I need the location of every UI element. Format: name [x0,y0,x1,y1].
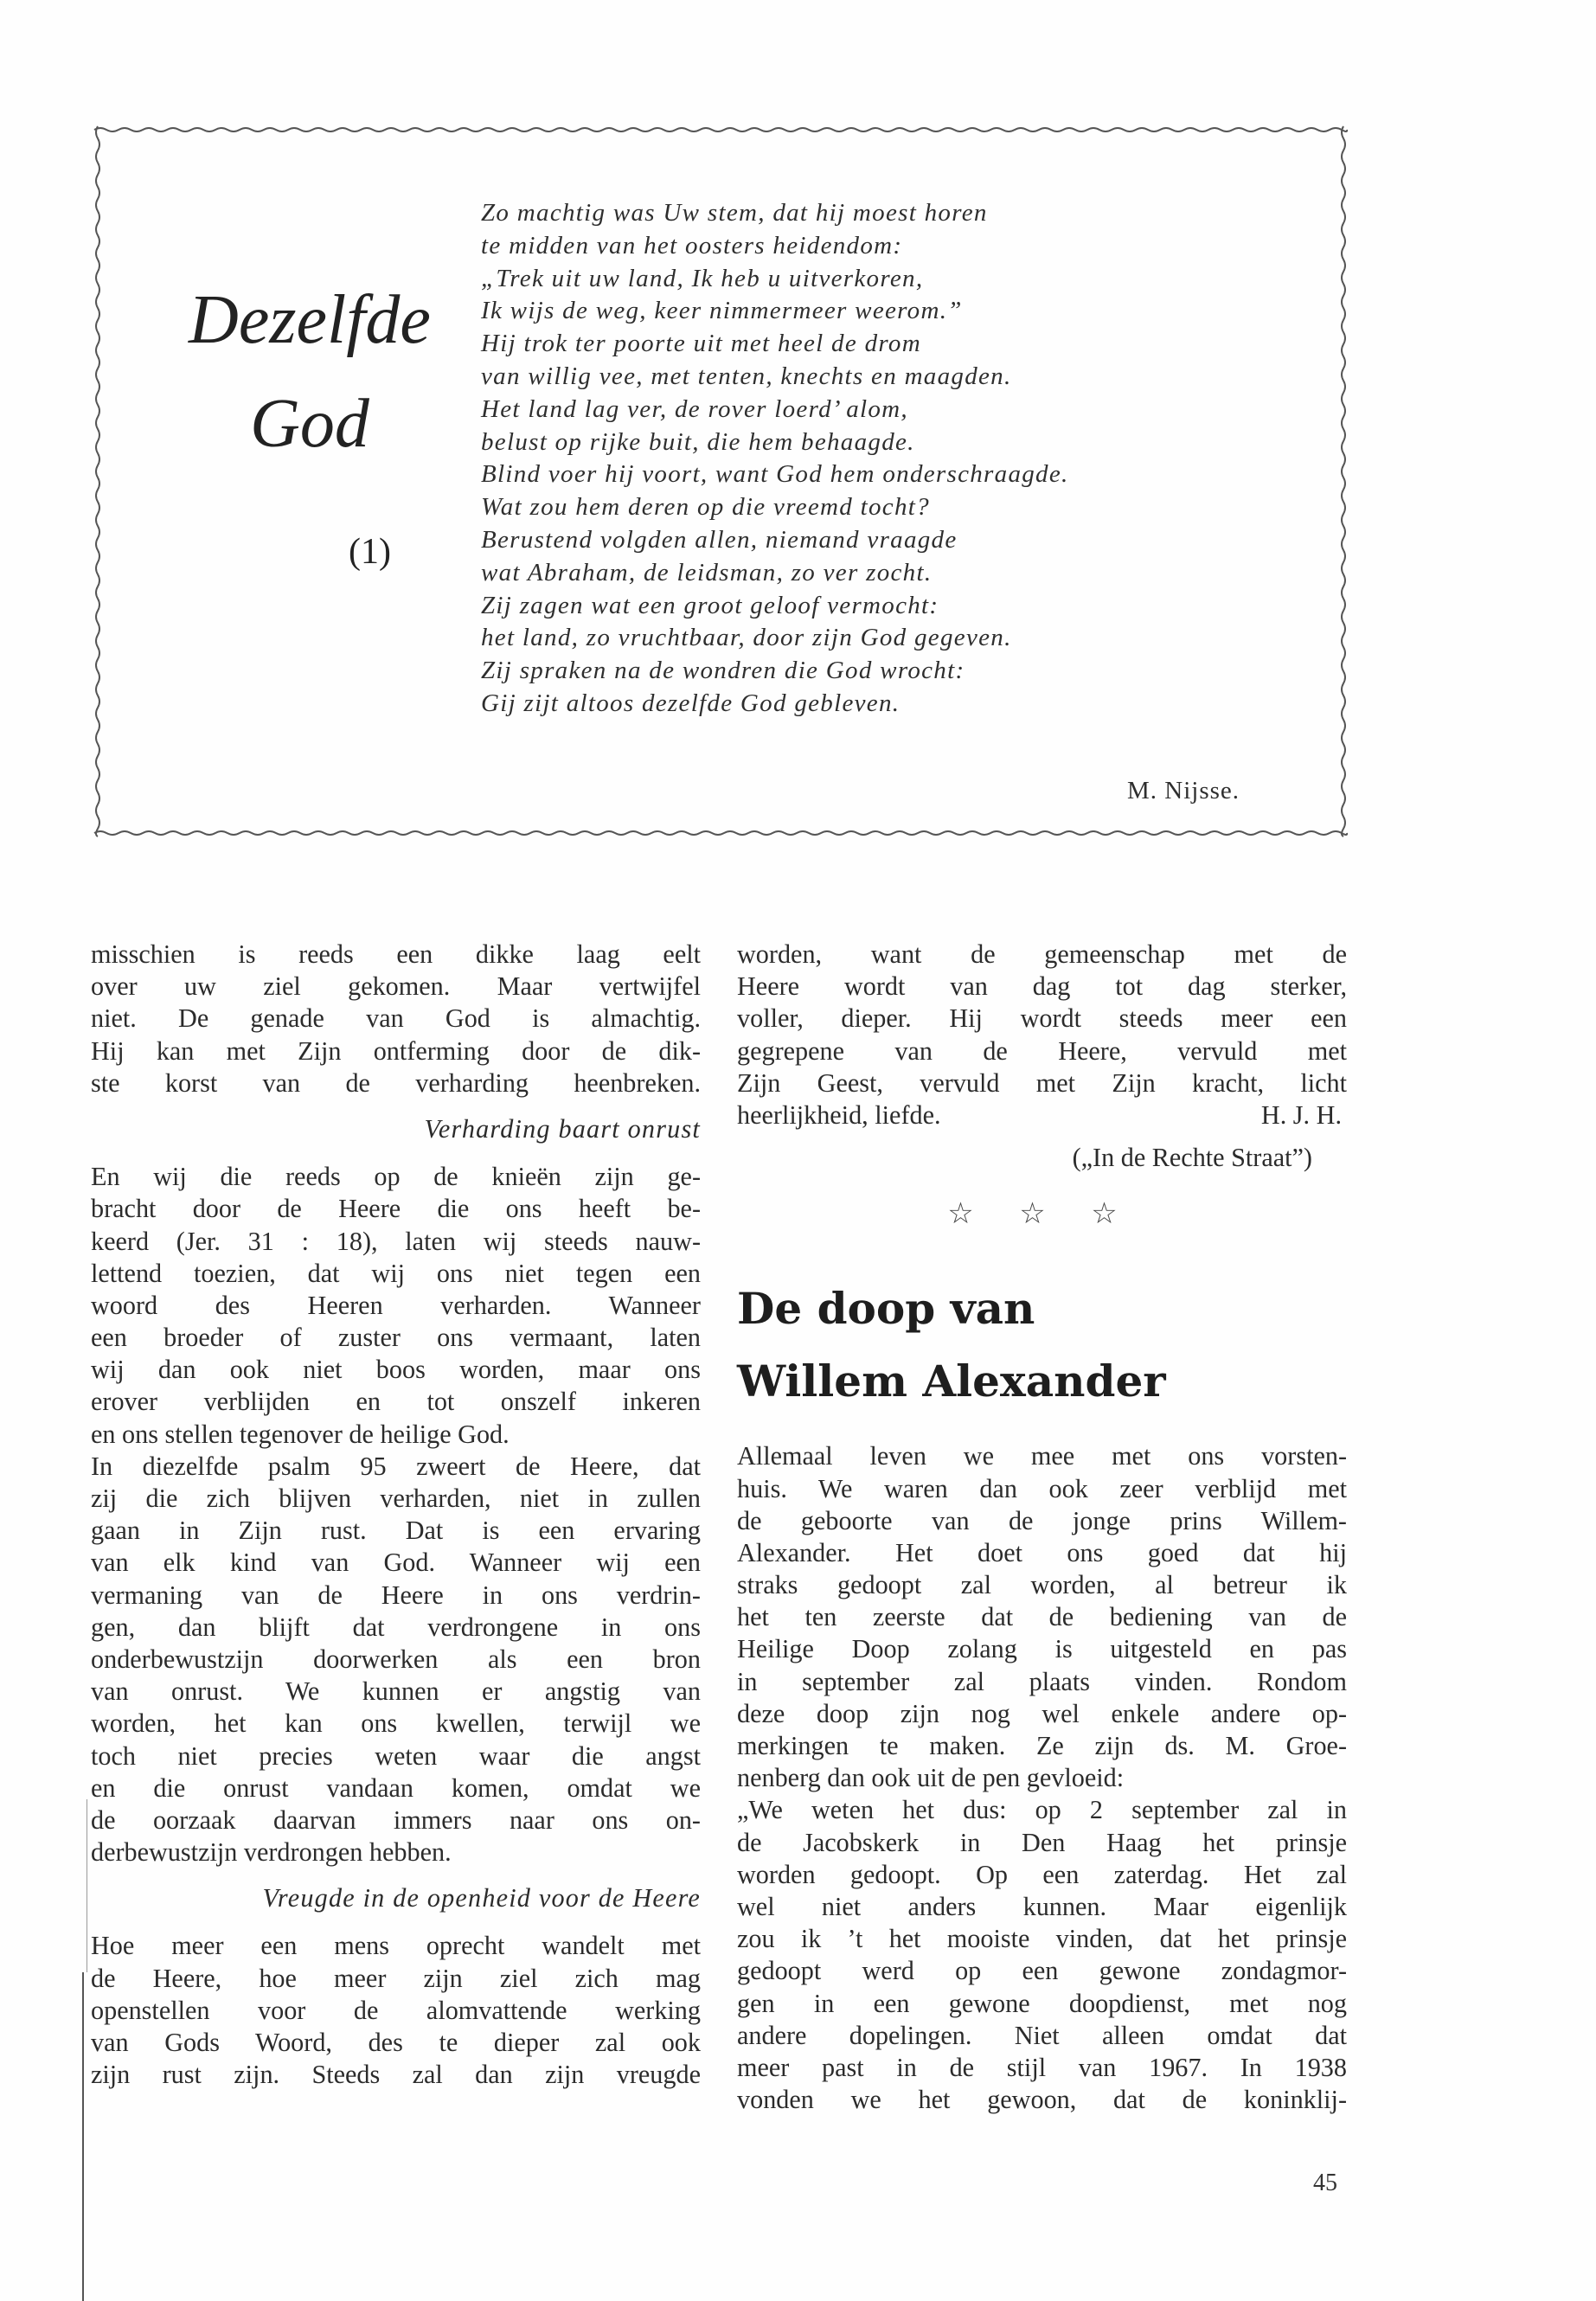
text-line: over uw ziel gekomen. Maar vertwijfel [91,971,701,1002]
text-line: wel niet anders kunnen. Maar eigenlijk [737,1891,1347,1921]
left-column [91,939,701,2091]
poem-number: (1) [349,532,391,572]
text-line: huis. We waren dan ook zeer verblijd met [737,1473,1347,1503]
poem-title-line1: Dezelfde [189,282,431,358]
poem-line: Ik wijs de weg, keer nimmermeer weerom.” [481,297,963,325]
poem-line: Zij zagen wat een groot geloof vermocht: [481,591,939,619]
poem-line: belust op rijke buit, die hem behaagde. [481,427,915,456]
text-line: Hoe meer een mens oprecht wandelt met [91,1931,701,1961]
text-line: vonden we het gewoon, dat de koninklij- [737,2085,1347,2115]
text-line: straks gedoopt zal worden, al betreur ik [737,1570,1347,1600]
text-line: Hij kan met Zijn ontferming door de dik- [91,1035,701,1066]
poem-line: van willig vee, met tenten, knechts en maagden. [481,362,1012,390]
text-line: een broeder of zuster ons vermaant, laten [91,1323,701,1353]
article-title [737,1272,1347,1418]
poem-lines [481,197,1346,721]
text-line: openstellen voor de alomvattende werking [91,1995,701,2025]
text-line: van elk kind van God. Wanneer wij een [91,1548,701,1578]
text-line: en die onrust vandaan komen, omdat we [91,1772,701,1803]
article-title-line1: De doop van [737,1283,1035,1335]
text-line: in september zal plaats vinden. Rondom [737,1666,1347,1696]
text-line: lettend toezien, dat wij ons niet tegen een [91,1258,701,1288]
signature-line [737,1099,1347,1131]
text-line: van Gods Woord, des te dieper zal ook [91,2028,701,2057]
text-line: de Heere, hoe meer zijn ziel zich mag [91,1963,701,1993]
text-line: heerlijkheid, liefde. [737,1099,941,1130]
text-line: andere dopelingen. Niet alleen omdat dat [737,2020,1347,2050]
text-line: worden, want de gemeenschap met de [737,939,1347,969]
text-line: gen, dan blijft dat verdrongene in ons [91,1612,701,1642]
poem-box [89,121,1352,842]
text-line: keerd (Jer. 31 : 18), laten wij steeds nauw- [91,1226,701,1256]
text-line: En wij die reeds op de knieën zijn ge- [91,1162,701,1192]
text-line: gen in een gewone doopdienst, met nog [737,1988,1347,2018]
poem-line: Zij spraken na de wondren die God wrocht: [481,657,965,685]
article-title-line2: Willem Alexander [737,1356,1166,1407]
text-line: Heilige Doop zolang is uitgesteld en pas [737,1634,1347,1664]
text-line: zou ik ’t het mooiste vinden, dat het prinsje [737,1924,1347,1954]
page-number: 45 [1313,2170,1337,2196]
text-line: de Jacobskerk in Den Haag het prinsje [737,1827,1347,1857]
poem-line: het land, zo vruchtbaar, door zijn God gegeven. [481,624,1012,652]
text-line: gegrepene van de Heere, vervuld met [737,1035,1347,1066]
poem-line: Blind voer hij voort, want God hem onderschraagde. [481,460,1069,489]
text-line: zij die zich blijven verharden, niet in zullen [91,1484,701,1513]
poem-title [167,268,452,476]
poem-author: M. Nijsse. [1127,777,1240,804]
text-line: misschien is reeds een dikke laag eelt [91,939,701,969]
text-line: Alexander. Het doet ons goed dat hij [737,1537,1347,1567]
text-line: niet. De genade van God is almachtig. [91,1003,701,1034]
poem-line: „Trek uit uw land, Ik heb u uitverkoren, [481,264,924,292]
text-line: en ons stellen tegenover de heilige God. [91,1419,510,1449]
text-line: „We weten het dus: op 2 september zal in [737,1795,1347,1825]
source-citation: („In de Rechte Straat”) [1072,1143,1312,1173]
text-line: van onrust. We kunnen er angstig van [91,1676,701,1707]
poem-line: Hij trok ter poorte uit met heel de drom [481,330,921,358]
poem-line: Gij zijt altoos dezelfde God gebleven. [481,689,901,717]
text-line: de geboorte van de jonge prins Willem- [737,1505,1347,1535]
text-line: wij dan ook niet boos worden, maar ons [91,1355,701,1385]
text-line: voller, dieper. Hij wordt steeds meer een [737,1003,1347,1034]
poem-line: te midden van het oosters heidendom: [481,231,903,260]
text-line: merkingen te maken. Ze zijn ds. M. Groe- [737,1731,1347,1760]
text-line: woord des Heeren verharden. Wanneer [91,1290,701,1320]
text-line: derbewustzijn verdrongen hebben. [91,1837,452,1868]
text-line: worden, het kan ons kwellen, terwijl we [91,1708,701,1739]
text-line: In diezelfde psalm 95 zweert de Heere, dat [91,1451,701,1481]
margin-rule [82,1972,84,2301]
text-line: erover verblijden en tot onszelf inkeren [91,1387,701,1417]
text-line: gaan in Zijn rust. Dat is een ervaring [91,1516,701,1546]
poem-line: Berustend volgden allen, niemand vraagde [481,525,958,554]
poem-line: Het land lag ver, de rover loerd’ alom, [481,394,908,423]
text-line: toch niet precies weten waar die angst [91,1740,701,1771]
text-line: Heere wordt van dag tot dag sterker, [737,971,1347,1002]
poem-line: Wat zou hem deren op die vreemd tocht? [481,493,930,522]
subheading-vreugde: Vreugde in de openheid voor de Heere [262,1883,701,1913]
text-line: onderbewustzijn doorwerken als een bron [91,1644,701,1674]
signature: H. J. H. [1260,1099,1342,1130]
text-line: worden gedoopt. Op een zaterdag. Het zal [737,1859,1347,1889]
text-line: meer past in de stijl van 1967. In 1938 [737,2052,1347,2082]
text-line: ste korst van de verharding heenbreken. [91,1067,701,1098]
star-divider-icon: ☆ ☆ ☆ [947,1198,1137,1231]
text-line: Allemaal leven we mee met ons vorsten- [737,1441,1347,1471]
text-line: Zijn Geest, vervuld met Zijn kracht, licht [737,1067,1347,1098]
poem-line: wat Abraham, de leidsman, zo ver zocht. [481,558,933,586]
subheading-verharding: Verharding baart onrust [424,1113,701,1144]
text-line: de oorzaak daarvan immers naar ons on- [91,1804,701,1835]
text-line: bracht door de Heere die ons heeft be- [91,1194,701,1224]
right-column [737,939,1347,2116]
poem-line: Zo machtig was Uw stem, dat hij moest horen [481,199,988,227]
text-line: het ten zeerste dat de bediening van de [737,1602,1347,1632]
text-line: nenberg dan ook uit de pen gevloeid: [737,1763,1125,1793]
text-line: gedoopt werd op een gewone zondagmor- [737,1956,1347,1986]
text-line: zijn rust zijn. Steeds zal dan zijn vreugde [91,2060,701,2090]
text-line: vermaning van de Heere in ons verdrin- [91,1580,701,1610]
poem-title-line2: God [250,386,369,462]
text-line: deze doop zijn nog wel enkele andere op- [737,1698,1347,1728]
